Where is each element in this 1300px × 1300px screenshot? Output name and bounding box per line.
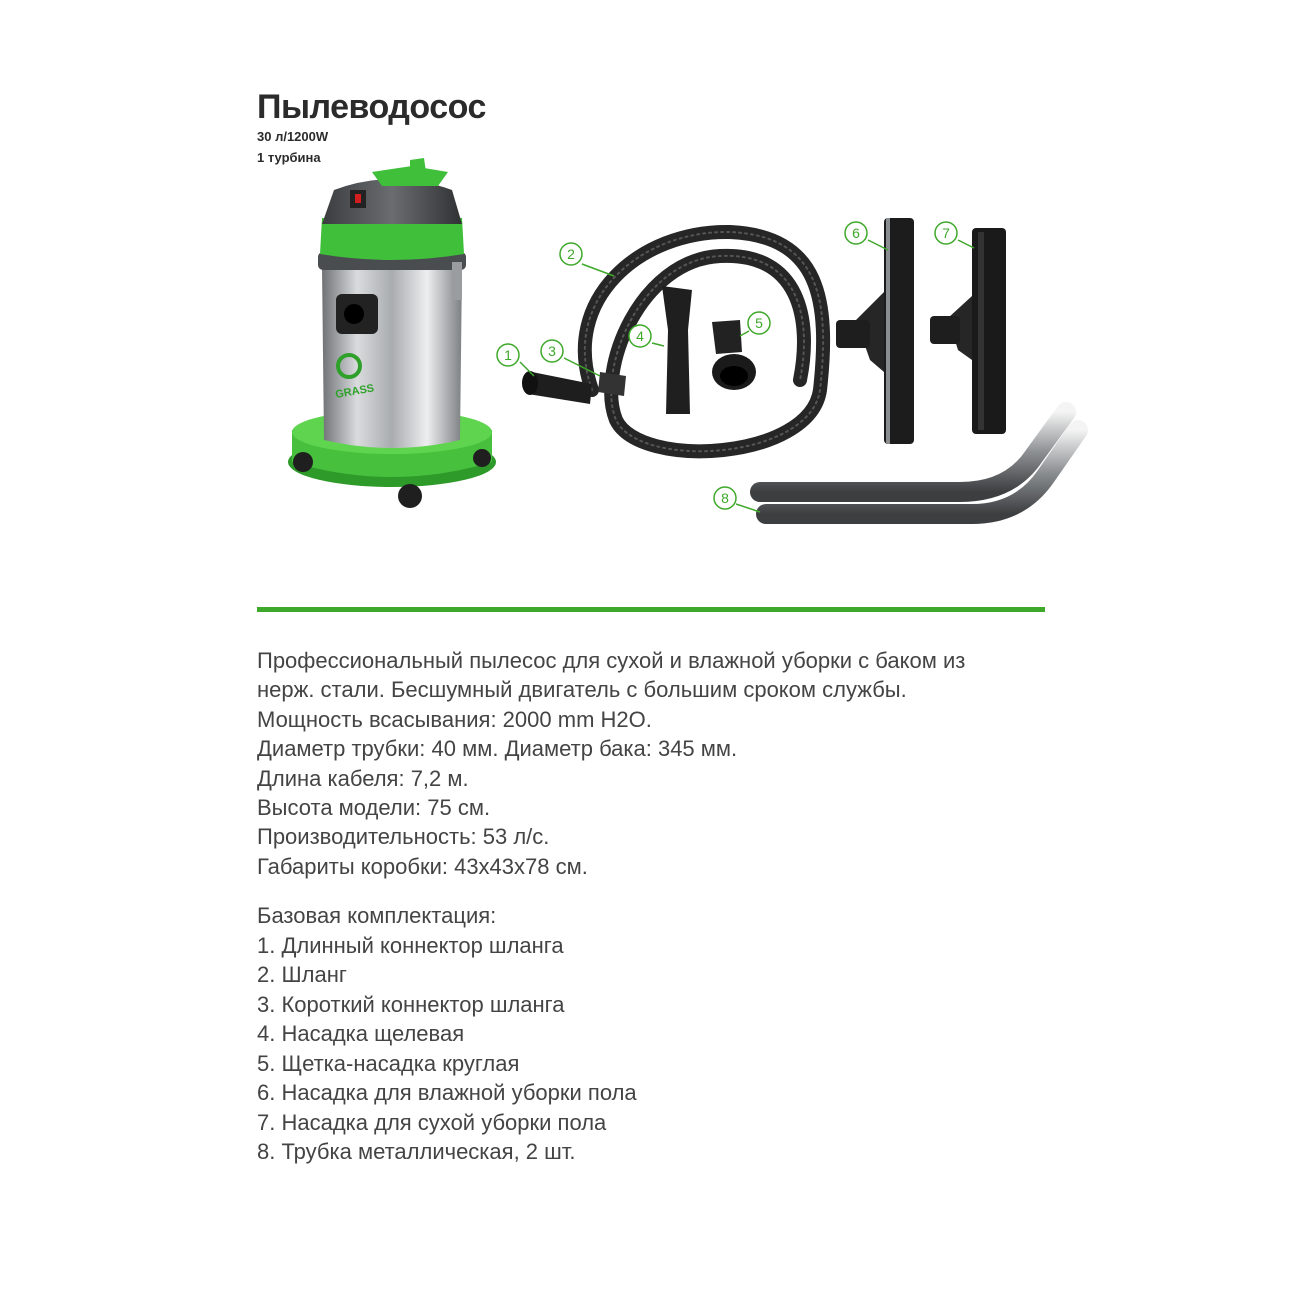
dry-floor-nozzle-image	[930, 228, 1006, 434]
page-title: Пылеводосос	[257, 88, 486, 126]
description-line: Производительность: 53 л/с.	[257, 824, 550, 850]
metal-tubes-image	[760, 412, 1078, 514]
kit-item: 5. Щетка-насадка круглая	[257, 1050, 520, 1076]
svg-text:5: 5	[755, 315, 763, 331]
hose-image	[585, 232, 823, 451]
callout-8	[714, 487, 736, 509]
kit-item: 6. Насадка для влажной уборки пола	[257, 1080, 637, 1105]
spec-turbine: 1 турбина	[257, 150, 321, 165]
kit-list	[257, 931, 1077, 1167]
product-description	[257, 646, 1077, 881]
crevice-nozzle-image	[662, 286, 692, 414]
round-brush-image	[712, 320, 756, 390]
spec-volume-power: 30 л/1200W	[257, 129, 329, 144]
vacuum-cleaner-image	[288, 158, 496, 508]
kit-item: 1. Длинный коннектор шланга	[257, 932, 564, 958]
description-line: Профессиональный пылесос для сухой и влажной уборки с баком из	[257, 648, 966, 673]
kit-item: 8. Трубка металлическая, 2 шт.	[257, 1139, 576, 1164]
callout-7	[935, 222, 957, 244]
kit-heading: Базовая комплектация:	[257, 903, 497, 928]
svg-text:4: 4	[636, 328, 644, 344]
wet-floor-nozzle-image	[836, 218, 914, 444]
callout-5	[748, 312, 770, 334]
callout-3	[541, 340, 563, 362]
kit-item: 4. Насадка щелевая	[257, 1021, 465, 1046]
kit-item: 7. Насадка для сухой уборки пола	[257, 1109, 607, 1135]
description-line: Диаметр трубки: 40 мм. Диаметр бака: 345 мм.	[257, 736, 738, 762]
description-line: Габариты коробки: 43х43х78 см.	[257, 853, 588, 879]
svg-text:7: 7	[942, 225, 950, 241]
description-line: Высота модели: 75 см.	[257, 795, 491, 821]
callout-4	[629, 325, 651, 347]
kit-item: 2. Шланг	[257, 962, 347, 987]
svg-text:3: 3	[548, 343, 556, 359]
kit-item: 3. Короткий коннектор шланга	[257, 991, 565, 1017]
svg-text:1: 1	[504, 347, 512, 363]
description-line: нерж. стали. Бесшумный двигатель с большим сроком службы.	[257, 677, 907, 703]
svg-text:6: 6	[852, 225, 860, 241]
section-divider	[257, 607, 1045, 612]
svg-text:8: 8	[721, 490, 729, 506]
description-line: Длина кабеля: 7,2 м.	[257, 765, 469, 791]
description-line: Мощность всасывания: 2000 mm H2O.	[257, 706, 652, 732]
svg-text:2: 2	[567, 246, 575, 262]
callout-2	[560, 243, 582, 265]
brand-logo: GRASS	[334, 382, 376, 401]
callout-1	[497, 344, 519, 366]
callout-6	[845, 222, 867, 244]
kit-section	[257, 901, 1077, 1167]
product-illustration	[0, 0, 1300, 560]
